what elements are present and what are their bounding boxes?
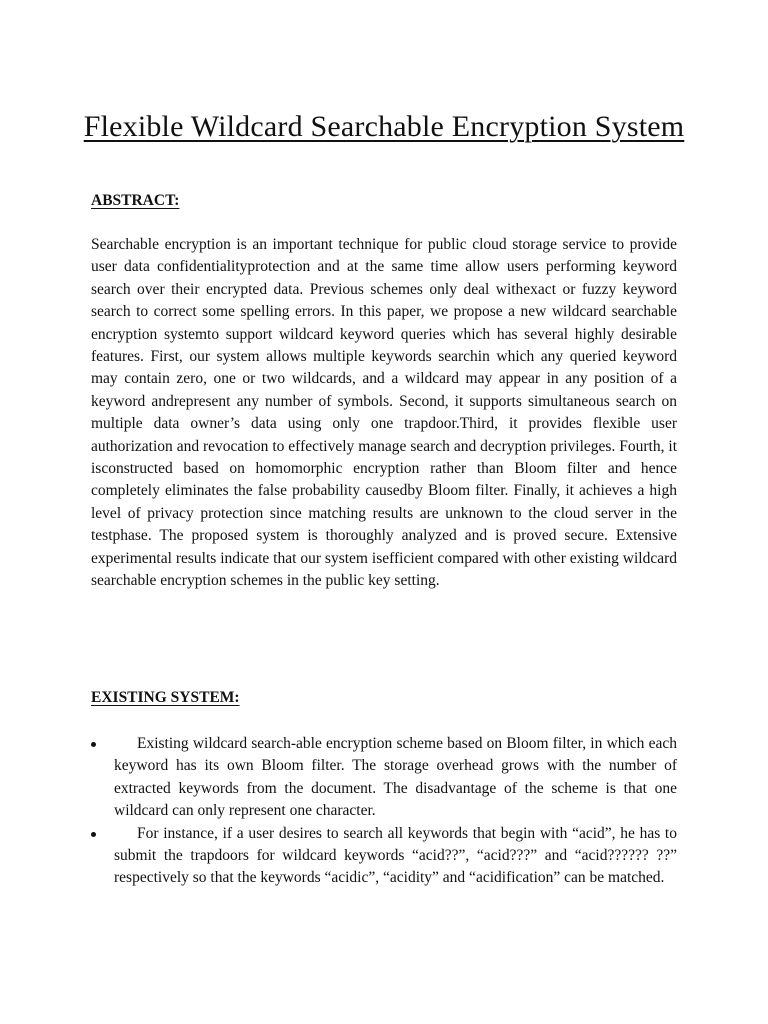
existing-system-list bbox=[91, 733, 677, 890]
list-item-text: For instance, if a user desires to search all keywords that begin with “acid”, he has to submit the trapdoors for wildcard keywords “acid??”, “acid???” and “acid?????? ??” respectively so that the keywords “acidic”, “acidity” and “acidification” can be matched. bbox=[114, 824, 677, 887]
list-item-text: Existing wildcard search-able encryption scheme based on Bloom filter, in which each keyword has its own Bloom filter. The storage overhead grows with the number of extracted keywords from the document. The disadvantage of the scheme is that one wildcard can only represent one character. bbox=[114, 735, 677, 820]
list-item bbox=[91, 823, 677, 890]
list-item bbox=[91, 733, 677, 823]
abstract-heading: ABSTRACT: bbox=[91, 192, 180, 209]
document-title: Flexible Wildcard Searchable Encryption System bbox=[83, 110, 685, 143]
abstract-paragraph: Searchable encryption is an important technique for public cloud storage service to provide user data confidentialityprotection and at the same time allow users performing keyword search over their encrypted data. Previous schemes only deal withexact or fuzzy keyword search to correct some spelling errors. In this paper, we propose a new wildcard searchable encryption systemto support wildcard keyword queries which has several highly desirable features. First, our system allows multiple keywords searchin which any queried keyword may contain zero, one or two wildcards, and a wildcard may appear in any position of a keyword andrepresent any number of symbols. Second, it supports simultaneous search on multiple data owner’s data using only one trapdoor.Third, it provides flexible user authorization and revocation to effectively manage search and decryption privileges. Fourth, it isconstructed based on homomorphic encryption rather than Bloom filter and hence completely eliminates the false probability causedby Bloom filter. Finally, it achieves a high level of privacy protection since matching results are unknown to the cloud server in the testphase. The proposed system is thoroughly analyzed and is proved secure. Extensive experimental results indicate that our system isefficient compared with other existing wildcard searchable encryption schemes in the public key setting. bbox=[91, 236, 677, 590]
existing-system-heading: EXISTING SYSTEM: bbox=[91, 689, 240, 706]
bullet-icon bbox=[91, 742, 96, 747]
bullet-icon bbox=[91, 832, 96, 837]
